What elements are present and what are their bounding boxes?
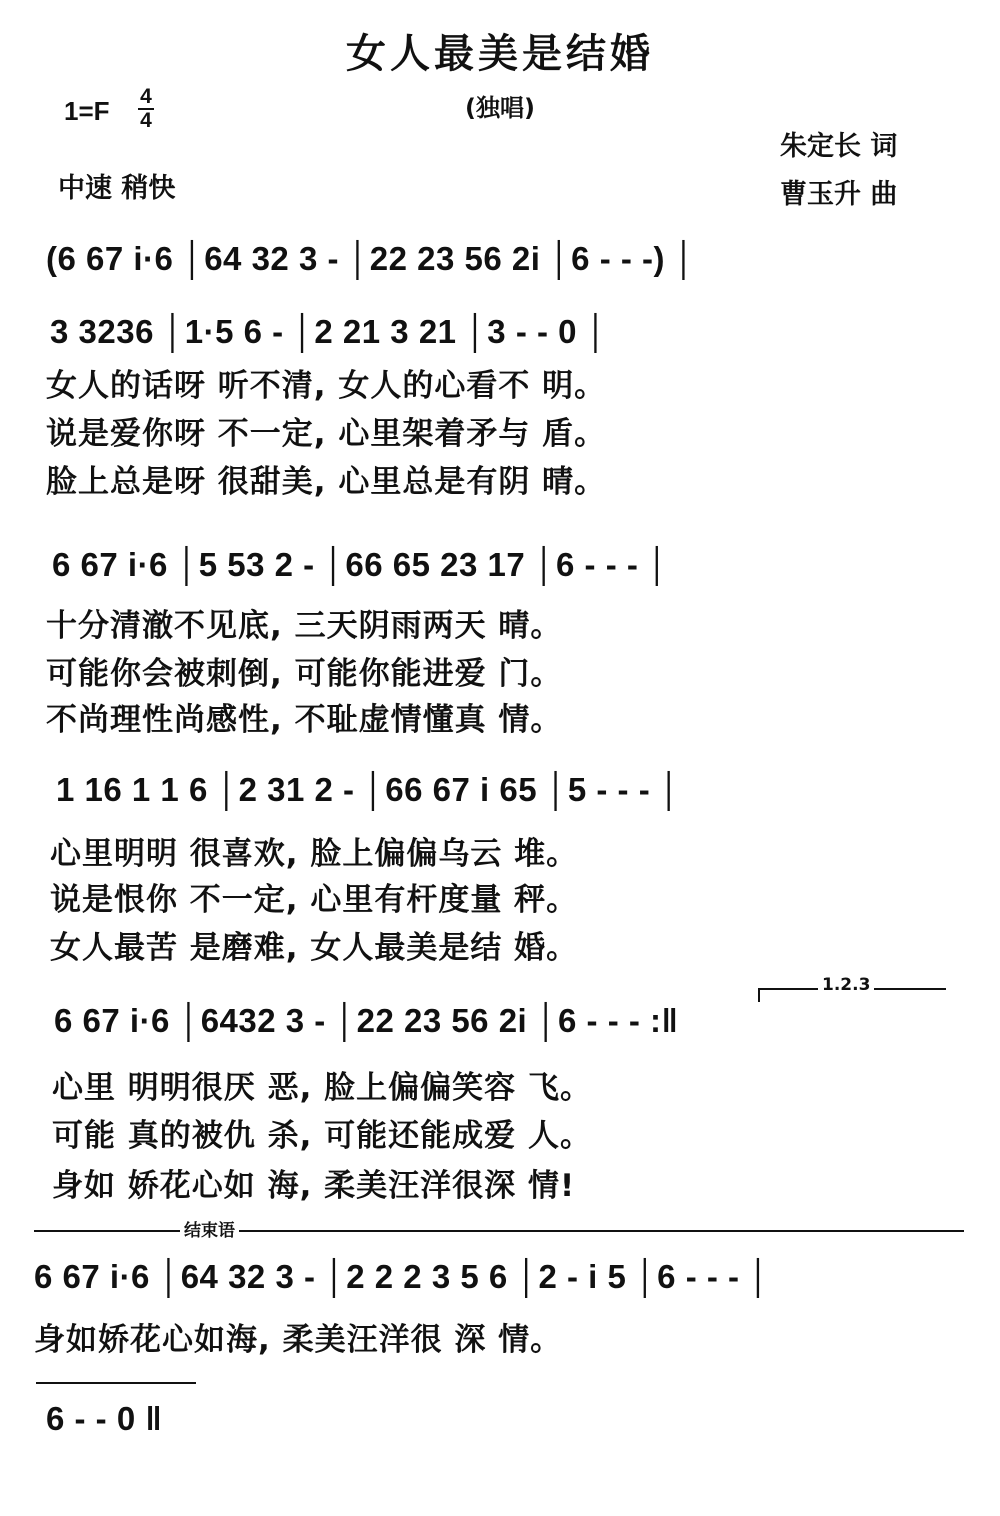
- song-title: 女人最美是结婚: [346, 30, 654, 77]
- final-notes: 6 - - 0 ‖: [46, 1400, 163, 1437]
- system1-lyric-verse2: 说是爱你呀 不一定, 心里架着矛与 盾。: [46, 416, 607, 452]
- coda-bracket-line: [34, 1230, 964, 1232]
- system4-notes: 6 67 i·6 │6432 3 - │22 23 56 2i │6 - - - :‖: [54, 1002, 679, 1039]
- coda-label: 结束语: [180, 1216, 239, 1241]
- system4-lyric-verse2: 可能 真的被仇 杀, 可能还能成爱 人。: [52, 1118, 592, 1154]
- system1-lyric-verse1: 女人的话呀 听不清, 女人的心看不 明。: [46, 368, 607, 404]
- song-subtitle: (独唱): [465, 94, 535, 122]
- key-signature: 1=F: [64, 96, 110, 126]
- system3-lyric-verse1: 心里明明 很喜欢, 脸上偏偏乌云 堆。: [50, 836, 579, 872]
- coda-lyric: 身如娇花心如海, 柔美汪洋很 深 情。: [34, 1322, 563, 1358]
- volta-label: 1.2.3: [818, 975, 874, 995]
- system3-notes: 1 16 1 1 6 │2 31 2 - │66 67 i 65 │5 - - - │: [56, 771, 681, 808]
- time-signature: [136, 86, 156, 132]
- system4-lyric-verse3: 身如 娇花心如 海, 柔美汪洋很深 情!: [52, 1168, 576, 1204]
- system1-lyric-verse3: 脸上总是呀 很甜美, 心里总是有阴 晴。: [46, 464, 607, 500]
- system2-lyric-verse1: 十分清澈不见底, 三天阴雨两天 晴。: [46, 608, 563, 644]
- system3-lyric-verse2: 说是恨你 不一定, 心里有杆度量 秤。: [50, 882, 579, 918]
- final-tie-line: [36, 1382, 196, 1384]
- system1-notes: 3 3236 │1·5 6 - │2 21 3 21 │3 - - 0 │: [50, 313, 608, 350]
- time-signature-bottom: 4: [140, 109, 152, 132]
- system4-lyric-verse1: 心里 明明很厌 恶, 脸上偏偏笑容 飞。: [52, 1070, 592, 1106]
- coda-notes: 6 67 i·6 │64 32 3 - │2 2 2 3 5 6 │2 - i 5 │6 - - - │: [34, 1258, 771, 1295]
- system3-lyric-verse3: 女人最苦 是磨难, 女人最美是结 婚。: [50, 930, 579, 966]
- volta-bracket-left: [758, 988, 760, 1002]
- composer-credit: 曹玉升 曲: [780, 179, 898, 210]
- system2-lyric-verse2: 可能你会被刺倒, 可能你能进爱 门。: [46, 656, 563, 692]
- tempo-marking: 中速 稍快: [58, 173, 176, 204]
- system2-notes: 6 67 i·6 │5 53 2 - │66 65 23 17 │6 - - - │: [52, 546, 670, 583]
- intro-notes: (6 67 i·6 │64 32 3 - │22 23 56 2i │6 - - -) │: [46, 240, 696, 277]
- system2-lyric-verse3: 不尚理性尚感性, 不耻虚情懂真 情。: [46, 702, 563, 738]
- time-signature-top: 4: [140, 85, 152, 108]
- lyricist-credit: 朱定长 词: [780, 131, 898, 162]
